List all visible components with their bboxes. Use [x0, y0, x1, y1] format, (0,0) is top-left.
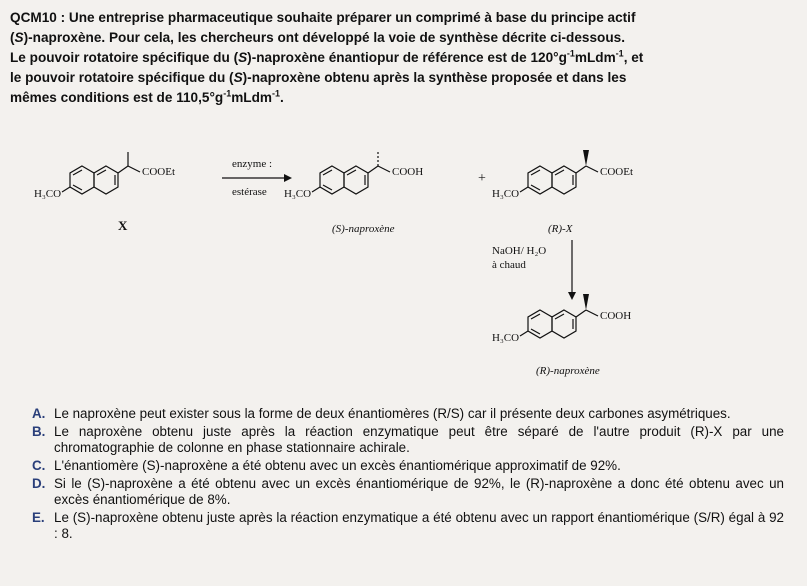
question-label: QCM10 :	[10, 10, 66, 25]
r-x-structure	[492, 150, 633, 235]
answer-options	[32, 406, 784, 544]
option-e[interactable]	[32, 510, 784, 542]
option-letter: A.	[32, 406, 46, 421]
question-header: QCM10 : Une entreprise pharmaceutique souhaite préparer un comprimé à base du principe actif (S)-naproxène. Pour cela, les chercheurs ont développé la voie de synthèse décrite ci-dessous. Le pouvoir rotatoire spécifique du (S)-naproxène énantiopur de référence est de $120^\circ g^{-1}mLdm^{-1}$, et le pouvoir rotatoire spécifique du (S)-naproxène obtenu après la synthèse proposée et dans les mêmes conditions est de $110,5^\circ g^{-1}mLdm^{-1}$.	[10, 10, 644, 105]
option-a[interactable]	[32, 406, 784, 422]
synthesis-scheme	[0, 140, 807, 410]
compound-x-methoxy: H₃CO	[34, 188, 62, 200]
option-letter: E.	[32, 510, 45, 525]
r-x-methoxy: H₃CO	[492, 188, 520, 200]
s-naproxen-methoxy: H₃CO	[284, 188, 312, 200]
compound-x-label: X	[118, 218, 128, 233]
option-letter: C.	[32, 458, 46, 473]
s-naproxen-label: (S)-naproxène	[332, 223, 395, 235]
r-naproxen-structure	[492, 294, 631, 377]
option-text: Le naproxène peut exister sous la forme de deux énantiomères (R/S) car il présente deux carbones asymétriques.	[54, 406, 731, 421]
r-x-ester: COOEt	[600, 166, 633, 178]
option-text: L'énantiomère (S)-naproxène a été obtenu avec un excès énantiomérique approximatif de 92%.	[54, 458, 621, 473]
option-c[interactable]	[32, 458, 784, 474]
plus-sign: +	[478, 171, 486, 186]
s-naproxen-structure	[284, 150, 423, 235]
compound-x-ester: COOEt	[142, 166, 175, 178]
option-letter: B.	[32, 424, 46, 439]
question-line-4: le pouvoir rotatoire spécifique du (	[10, 70, 234, 85]
question-line-5: mêmes conditions est de 110,5°g	[10, 90, 224, 105]
option-text: Le (S)-naproxène obtenu juste après la réaction enzymatique a été obtenu avec un rapport énantiomérique (S/R) égal à 92 : 8.	[54, 510, 784, 541]
option-text: Si le (S)-naproxène a été obtenu avec un excès énantiomérique de 92%, le (R)-naproxène a donc été obtenu avec un excès énantiomérique de 8%.	[54, 476, 784, 507]
enzyme-label: enzyme :	[232, 158, 273, 170]
r-x-label: (R)-X	[548, 223, 573, 235]
s-naproxen-acid: COOH	[392, 166, 424, 178]
hydrolysis-arrow	[492, 240, 576, 300]
r-naproxen-acid: COOH	[600, 310, 632, 322]
option-d[interactable]	[32, 476, 784, 508]
r-naproxen-label: (R)-naproxène	[536, 365, 600, 377]
question-line-1: Une entreprise pharmaceutique souhaite préparer un comprimé à base du principe actif	[68, 10, 636, 25]
r-naproxen-methoxy: H₃CO	[492, 332, 520, 344]
hydrolysis-reagent: NaOH/ H₂O	[492, 245, 547, 257]
question-line-2: )-naproxène. Pour cela, les chercheurs ont développé la voie de synthèse décrite ci-dessous.	[23, 30, 625, 45]
option-text: Le naproxène obtenu juste après la réaction enzymatique peut être séparé de l'autre produit (R)-X par une chromatographie de colonne en phase stationnaire achirale.	[54, 424, 784, 455]
enzyme-arrow	[222, 158, 292, 198]
esterase-label: estérase	[232, 186, 267, 198]
option-letter: D.	[32, 476, 46, 491]
compound-x-structure	[34, 152, 175, 233]
question-line-3: Le pouvoir rotatoire spécifique du (	[10, 50, 239, 65]
hydrolysis-condition: à chaud	[492, 259, 526, 271]
option-b[interactable]	[32, 424, 784, 456]
